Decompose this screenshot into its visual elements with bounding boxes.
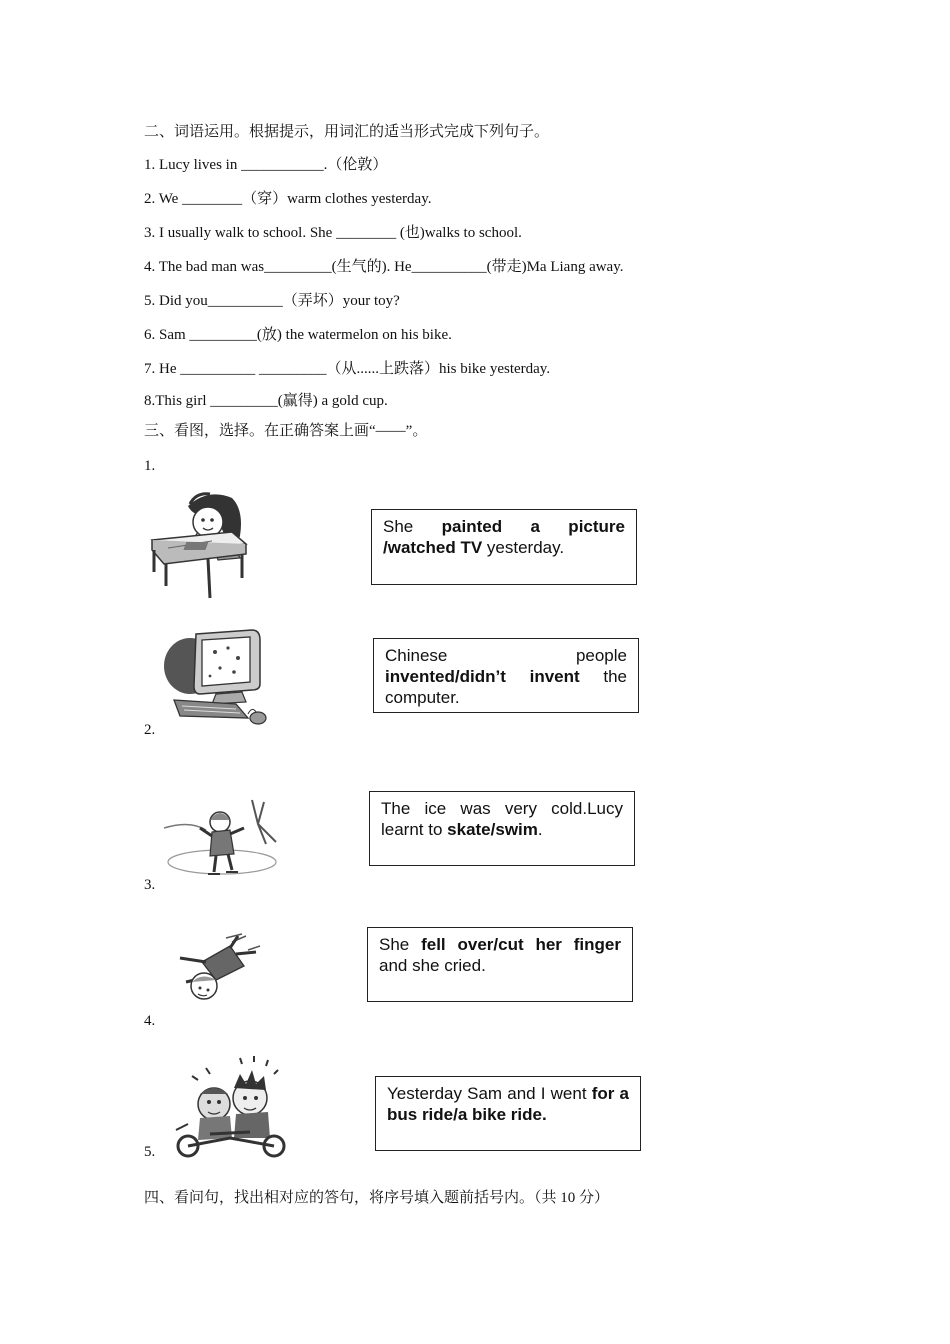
- fill-item-3: 3. I usually walk to school. She ________ (也)walks to school.: [144, 225, 522, 241]
- answer-box-1: [371, 509, 637, 585]
- fill-item-6: 6. Sam _________(放) the watermelon on his bike.: [144, 327, 452, 343]
- sentence-text: and she cried.: [379, 956, 486, 975]
- sentence-text: the computer.: [385, 667, 627, 707]
- sentence-text: The ice was very cold.Lucy learnt to: [381, 799, 623, 839]
- answer-box-2: [373, 638, 639, 713]
- fill-item-8: 8.This girl _________(赢得) a gold cup.: [144, 393, 388, 409]
- section3-heading: 三、看图，选择。在正确答案上画“——”。: [144, 423, 428, 439]
- sentence-text: Chinese people: [385, 646, 627, 665]
- sentence-text: She: [383, 517, 442, 536]
- answer-box-3: [369, 791, 635, 866]
- answer-options[interactable]: skate/swim: [447, 820, 538, 839]
- answer-options[interactable]: fell over/cut her finger: [421, 935, 621, 954]
- answer-options[interactable]: for a bus ride/a bike ride.: [387, 1084, 629, 1124]
- fill-item-5: 5. Did you__________（弄坏）your toy?: [144, 293, 400, 309]
- sentence-text: yesterday.: [482, 538, 565, 557]
- question-number-2: 2.: [144, 722, 156, 738]
- answer-box-5: [375, 1076, 641, 1151]
- answer-options[interactable]: painted a picture /watched TV: [383, 517, 625, 557]
- girl-falling-over-picture: [172, 932, 262, 1004]
- sentence-text: She: [379, 935, 422, 954]
- question-number-1: 1.: [144, 458, 156, 474]
- section2-heading: 二、词语运用。根据提示，用词汇的适当形式完成下列句子。: [144, 124, 550, 140]
- question-number-3: 3.: [144, 877, 156, 893]
- fill-item-1: 1. Lucy lives in ___________.（伦敦）: [144, 157, 388, 173]
- question-number-4: 4.: [144, 1013, 156, 1029]
- fill-item-7: 7. He __________ _________（从......上跌落）his bike yesterday.: [144, 361, 551, 377]
- fill-item-4: 4. The bad man was_________(生气的). He__________(带走)Ma Liang away.: [144, 259, 624, 275]
- girl-skating-on-ice-picture: [160, 798, 280, 882]
- fill-item-2: 2. We ________（穿）warm clothes yesterday.: [144, 191, 432, 207]
- answer-options[interactable]: invented/didn’t invent: [385, 667, 580, 686]
- girl-drawing-at-desk-picture: [148, 488, 250, 600]
- question-number-5: 5.: [144, 1144, 156, 1160]
- two-boys-on-bike-picture: [170, 1054, 288, 1158]
- answer-box-4: [367, 927, 633, 1002]
- computer-picture: [160, 628, 272, 730]
- sentence-text: .: [537, 820, 543, 839]
- section4-heading: 四、看问句，找出相对应的答句，将序号填入题前括号内。（共 10 分）: [144, 1190, 610, 1206]
- sentence-text: Yesterday Sam and I went: [387, 1084, 592, 1103]
